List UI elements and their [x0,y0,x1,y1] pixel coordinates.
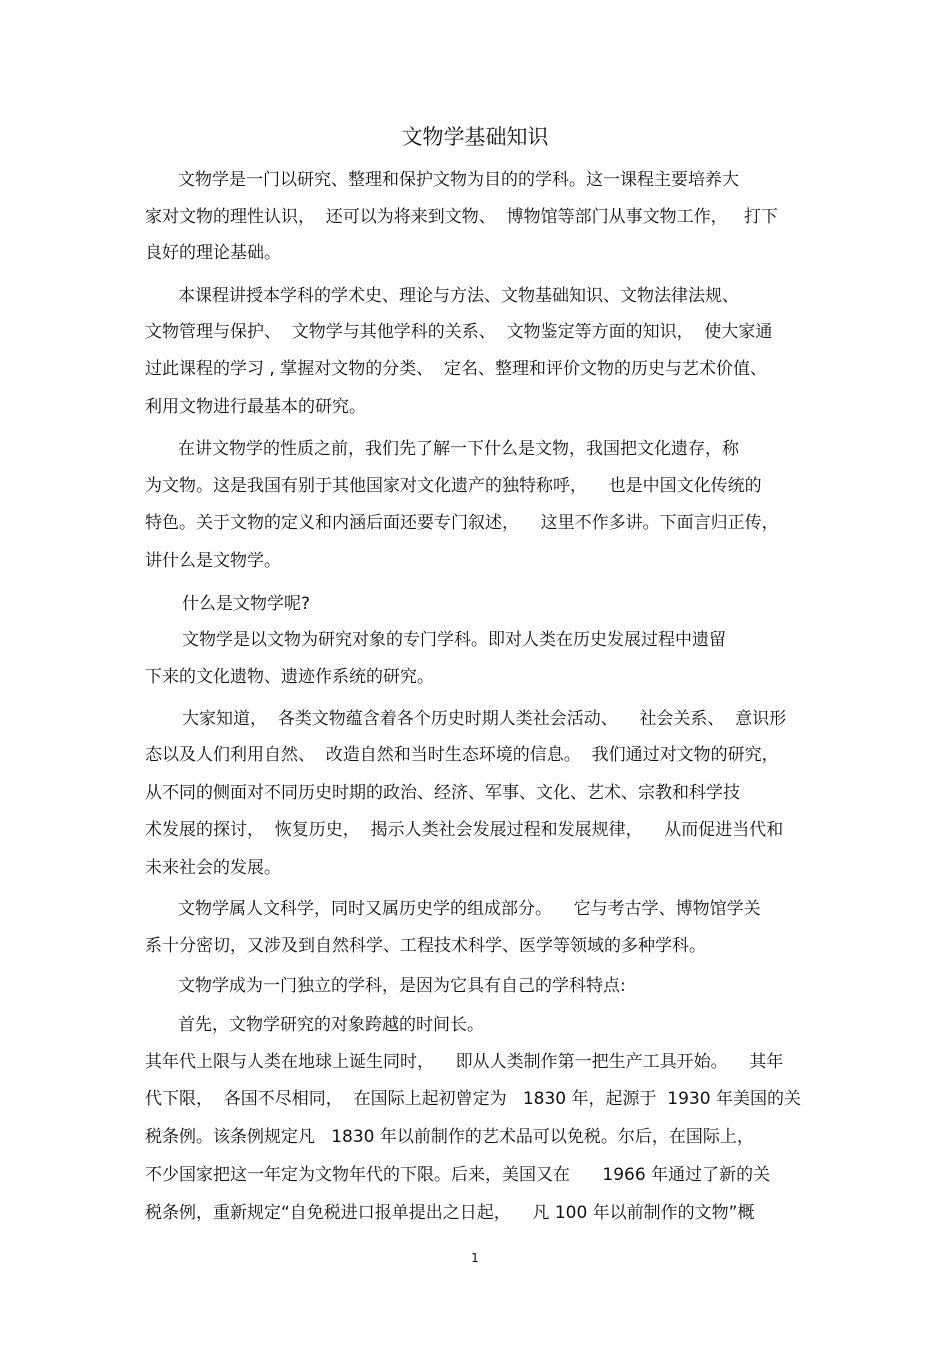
paragraph-line: 文物管理与保护、 文物学与其他学科的关系、 文物鉴定等方面的知识， 使大家通 [145,322,773,342]
paragraph-line: 未来社会的发展。 [145,858,281,878]
paragraph-line: 特色。关于文物的定义和内涵后面还要专门叙述， 这里不作多讲。下面言归正传， [145,513,779,533]
paragraph-line: 不少国家把这一年定为文物年代的下限。后来，美国又在 1966 年通过了新的关 [145,1165,771,1185]
paragraph-line: 态以及人们利用自然、 改造自然和当时生态环境的信息。 我们通过对文物的研究， [145,745,779,765]
paragraph-line: 文物学属人文科学，同时又属历史学的组成部分。 它与考古学、博物馆学关 [178,899,761,919]
paragraph-line: 税条例，重新规定“自免税进口报单提出之日起， 凡 100 年以前制作的文物”概 [145,1203,755,1223]
paragraph-line: 家对文物的理性认识， 还可以为将来到文物、 博物馆等部门从事文物工作， 打下 [145,207,778,227]
paragraph-line: 利用文物进行最基本的研究。 [145,397,366,417]
paragraph-line: 代下限， 各国不尽相同， 在国际上起初曾定为 1830 年，起源于 1930 年美国的关 [145,1089,801,1109]
paragraph-line: 为文物。这是我国有别于其他国家对文化遗产的独特称呼， 也是中国文化传统的 [145,476,762,496]
paragraph-line: 首先，文物学研究的对象跨越的时间长。 [178,1015,484,1035]
paragraph-line: 税条例。该条例规定凡 1830 年以前制作的艺术品可以免税。尔后，在国际上， [145,1127,754,1147]
paragraph-line: 文物学是一门以研究、整理和保护文物为目的的学科。这一课程主要培养大 [178,170,739,190]
paragraph-line: 文物学是以文物为研究对象的专门学科。即对人类在历史发展过程中遗留 [182,630,726,650]
paragraph-line: 讲什么是文物学。 [145,551,281,571]
paragraph-line: 术发展的探讨， 恢复历史， 揭示人类社会发展过程和发展规律， 从而促进当代和 [145,820,784,840]
paragraph-line: 文物学成为一门独立的学科，是因为它具有自己的学科特点: [178,976,626,996]
paragraph-line: 在讲文物学的性质之前，我们先了解一下什么是文物，我国把文化遗存，称 [178,439,739,459]
page-number: 1 [471,1251,479,1265]
paragraph-line: 良好的理论基础。 [145,243,281,263]
paragraph-line: 本课程讲授本学科的学术史、理论与方法、文物基础知识、文物法律法规、 [178,286,739,306]
paragraph-line: 什么是文物学呢? [182,594,311,614]
document-title: 文物学基础知识 [401,125,549,149]
paragraph-line: 其年代上限与人类在地球上诞生同时， 即从人类制作第一把生产工具开始。 其年 [145,1052,784,1072]
paragraph-line: 大家知道， 各类文物蕴含着各个历史时期人类社会活动、 社会关系、 意识形 [182,709,787,729]
paragraph-line: 系十分密切，又涉及到自然科学、工程技术科学、医学等领域的多种学科。 [145,936,706,956]
paragraph-line: 从不同的侧面对不同历史时期的政治、经济、军事、文化、艺术、宗教和科学技 [145,783,740,803]
paragraph-line: 过此课程的学习 , 掌握对文物的分类、 定名、整理和评价文物的历史与艺术价值、 [145,359,768,379]
paragraph-line: 下来的文化遗物、遗迹作系统的研究。 [145,667,434,687]
